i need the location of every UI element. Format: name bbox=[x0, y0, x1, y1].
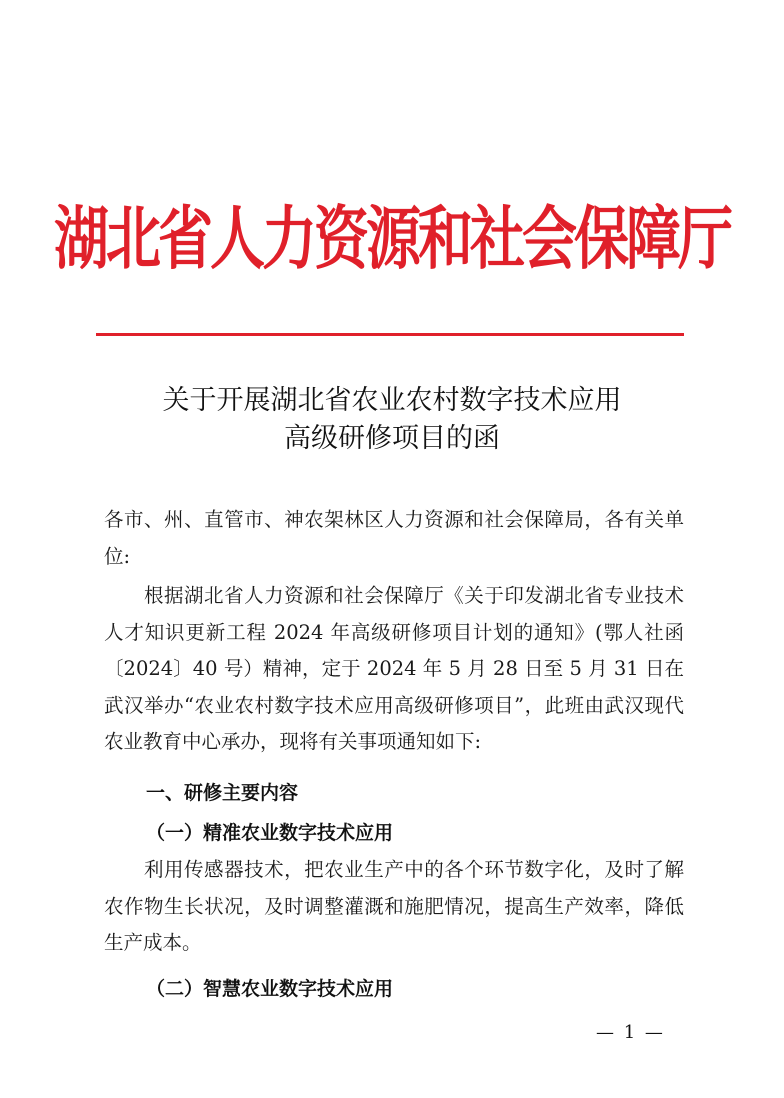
subsection-heading-2: （二）智慧农业数字技术应用 bbox=[146, 978, 394, 1000]
intro-paragraph: 根据湖北省人力资源和社会保障厅《关于印发湖北省专业技术人才知识更新工程 2024 年高级研修项目计划的通知》(鄂人社函〔2024〕40 号）精神，定于 2024 年 5 月 28 日至 5 月 31 日在武汉举办“农业农村数字技术应用高级研修项目”，此班由武汉现代农业教育中心承办，现将有关事项通知如下: bbox=[104, 584, 684, 753]
addressee: 各市、州、直管市、神农架林区人力资源和社会保障局，各有关单位: bbox=[104, 508, 684, 568]
subsection-heading-1: （一）精准农业数字技术应用 bbox=[146, 822, 394, 844]
document-title-line-2: 高级研修项目的函 bbox=[284, 423, 500, 454]
issuer-masthead: 湖北省人力资源和社会保障厅 bbox=[53, 198, 730, 279]
red-divider-rule bbox=[96, 333, 684, 336]
subsection-1-paragraph: 利用传感器技术，把农业生产中的各个环节数字化，及时了解农作物生长状况，及时调整灌溉和施肥情况，提高生产效率，降低生产成本。 bbox=[104, 858, 684, 954]
document-title-line-1: 关于开展湖北省农业农村数字技术应用 bbox=[162, 385, 622, 416]
page-number: — 1 — bbox=[596, 1022, 665, 1043]
section-heading-1: 一、研修主要内容 bbox=[146, 782, 299, 804]
